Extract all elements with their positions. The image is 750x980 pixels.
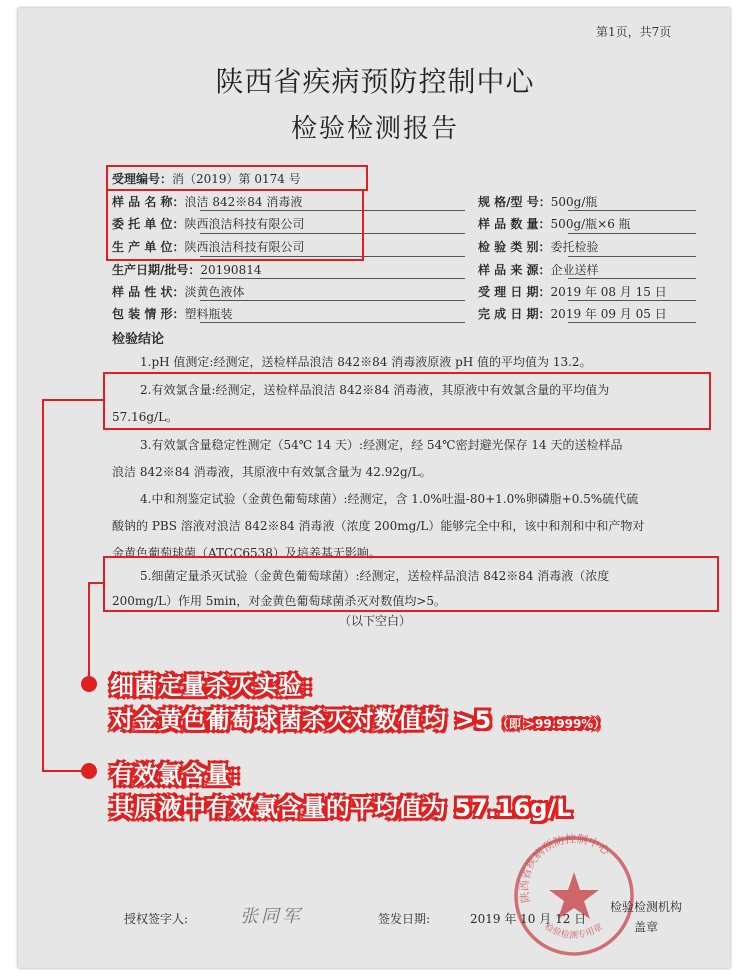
- seal-label-2: 盖章: [634, 920, 659, 934]
- underline: [568, 322, 696, 323]
- issue-label: 签发日期:: [378, 912, 431, 926]
- connector-bacteria-horizontal: [88, 582, 105, 584]
- underline: [200, 278, 465, 279]
- report-title: 检验检测报告: [290, 114, 459, 144]
- field-quantity: 样 品 数 量：500g/瓶×6 瓶: [478, 217, 631, 231]
- highlight-accept-no: [106, 165, 368, 191]
- underline: [200, 300, 465, 301]
- connector-bacteria-vertical: [88, 582, 90, 682]
- field-batch: 生产日期/批号：20190814: [112, 263, 262, 277]
- report-paper: [18, 8, 730, 968]
- field-accept-date: 受 理 日 期：2019 年 08 月 15 日: [478, 285, 667, 299]
- callout-bacteria-line: 对金黄色葡萄球菌杀灭对数值均 >5 （即 >99.999%）: [110, 706, 606, 734]
- field-finish-date: 完 成 日 期：2019 年 09 月 05 日: [478, 307, 667, 321]
- signer-label: 授权签字人:: [124, 912, 189, 926]
- page-number: 第1页，共7页: [596, 25, 672, 39]
- conclusion-line-4: 3.有效氯含量稳定性测定（54℃ 14 天）:经测定，经 54℃密封避光保存 14 天的送检样品: [140, 438, 623, 452]
- conclusion-line-3: 57.16g/L。: [112, 410, 179, 424]
- conclusion-line-10: 200mg/L）作用 5min，对金黄色葡萄球菌杀灭对数值均>5。: [112, 594, 447, 608]
- conclusion-line-6: 4.中和剂鉴定试验（金黄色葡萄球菌）:经测定，含 1.0%吐温-80+1.0%卵磷脂+0.5%硫代硫: [140, 492, 639, 506]
- org-title: 陕西省疾病预防控制中心: [215, 65, 535, 98]
- blank-below: （以下空白）: [338, 614, 411, 628]
- callout-chlorine-text: 其原液中有效氯含量的平均值为 57.16g/L: [110, 794, 572, 822]
- underline: [568, 256, 696, 257]
- field-client: 委 托 单 位：陕西浪洁科技有限公司: [112, 217, 305, 231]
- field-test-type: 检 验 类 别：委托检验: [478, 240, 599, 254]
- conclusion-heading: 检验结论: [112, 332, 165, 347]
- issue-date: 2019 年 10 月 12 日: [470, 912, 587, 926]
- underline: [568, 233, 696, 234]
- conclusion-line-8: 金黄色葡萄球菌（ATCC6538）及培养基无影响。: [112, 546, 381, 560]
- signature: 张同军: [240, 906, 303, 927]
- connector-chlorine-vertical: [42, 399, 44, 771]
- field-manufacturer: 生 产 单 位：陕西浪洁科技有限公司: [112, 240, 305, 254]
- underline: [200, 322, 465, 323]
- seal-lower-text: 检验检测专用章: [542, 922, 605, 942]
- official-seal-icon: [510, 832, 638, 960]
- connector-chlorine-top: [42, 399, 105, 401]
- callout-dot-bacteria: [81, 676, 97, 692]
- field-sample-name: 样 品 名 称：浪洁 842※84 消毒液: [112, 195, 303, 209]
- underline: [568, 210, 696, 211]
- conclusion-line-1: 1.pH 值测定:经测定，送检样品浪洁 842※84 消毒液原液 pH 值的平均值为 13.2。: [140, 355, 592, 369]
- conclusion-line-9: 5.细菌定量杀灭试验（金黄色葡萄球菌）:经测定，送检样品浪洁 842※84 消毒液（浓度: [140, 569, 610, 583]
- field-sample-source: 样 品 来 源：企业送样: [478, 263, 599, 277]
- field-appearance: 样 品 性 状：淡黄色液体: [112, 285, 245, 299]
- highlight-sample-info: [106, 189, 364, 261]
- conclusion-line-5: 浪洁 842※84 消毒液，其原液中有效氯含量为 42.92g/L。: [112, 465, 432, 479]
- underline: [568, 300, 696, 301]
- conclusion-line-2: 2.有效氯含量:经测定，送检样品浪洁 842※84 消毒液，其原液中有效氯含量的平均值为: [140, 383, 610, 397]
- highlight-bacteria: [103, 556, 719, 612]
- conclusion-line-7: 酸钠的 PBS 溶液对浪洁 842※84 消毒液（浓度 200mg/L）能够完全中和，该中和剂和中和产物对: [112, 519, 645, 533]
- field-accept-no: 受理编号：消（2019）第 0174 号: [112, 172, 301, 186]
- callout-bacteria-title: 细菌定量杀灭实验：: [110, 672, 326, 700]
- seal-label-1: 检验检测机构: [610, 900, 683, 914]
- field-packaging: 包 装 情 形：塑料瓶装: [112, 307, 233, 321]
- callout-chlorine-title: 有效氯含量：: [110, 761, 254, 789]
- seal-text: 陕西省疾病预防控制中心: [517, 832, 613, 904]
- field-spec: 规 格/型 号：500g/瓶: [478, 195, 598, 209]
- highlight-chlorine: [103, 372, 711, 430]
- callout-dot-chlorine: [81, 763, 97, 779]
- underline: [568, 278, 696, 279]
